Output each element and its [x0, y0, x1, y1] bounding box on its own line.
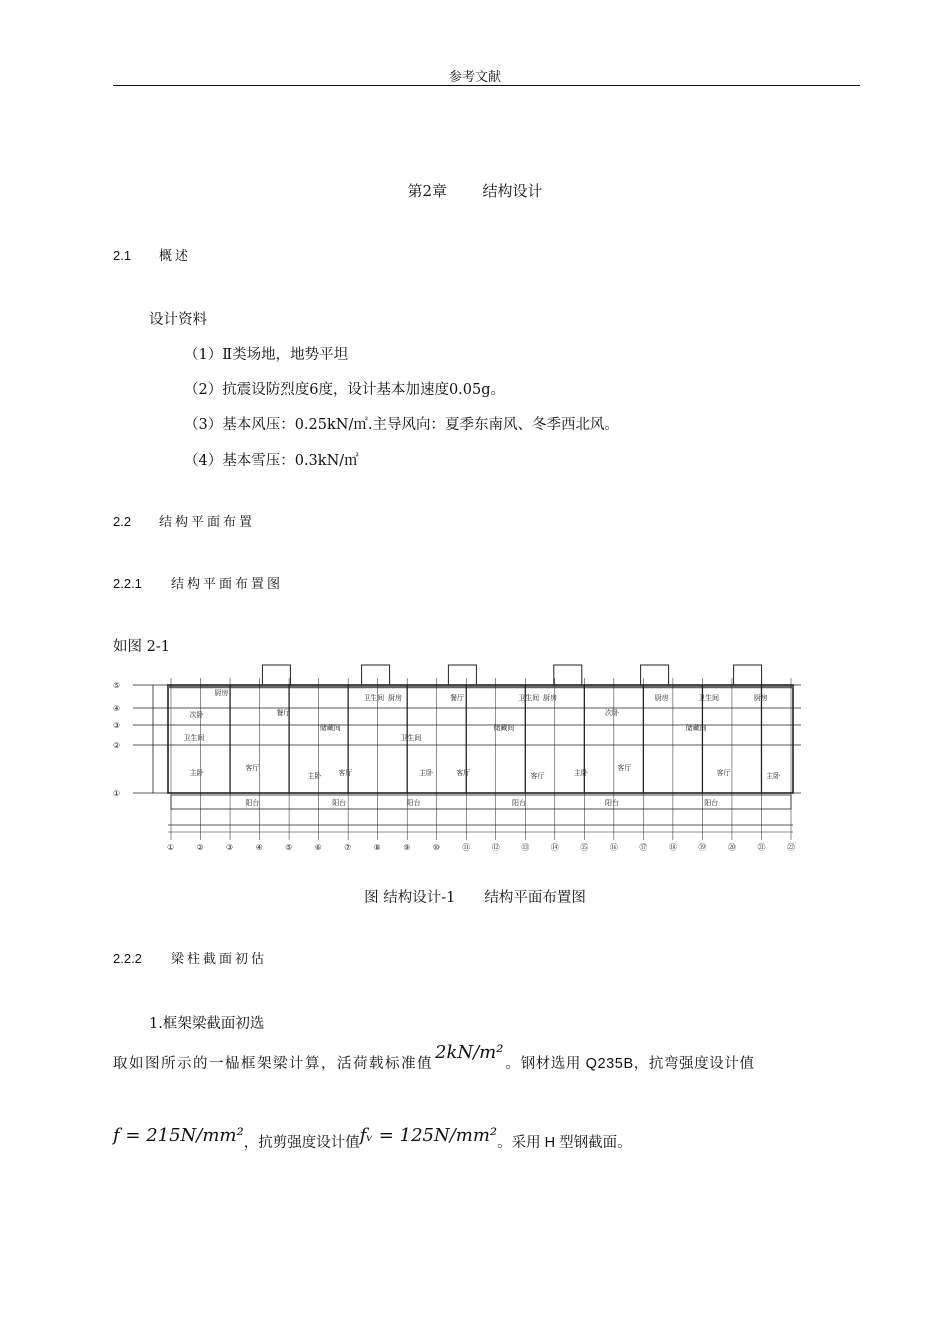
column-axis-label: ⑪ — [462, 843, 471, 852]
header-rule — [113, 85, 860, 86]
room-label: 厨房 — [654, 694, 669, 702]
beam-heading: 1.框架梁截面初选 — [149, 1016, 265, 1032]
row-axis-label: ② — [113, 741, 121, 750]
room-label: 储藏间 — [493, 724, 515, 732]
chapter-name: 结构设计 — [482, 182, 543, 200]
column-axis-label: ③ — [226, 843, 234, 852]
text-run: ，抗剪强度设计值 — [243, 1135, 360, 1151]
column-axis-label: ⑩ — [432, 843, 440, 852]
text-run: 取如图所示的一榀框架梁计算，活荷载标准值 — [113, 1056, 433, 1072]
figure-reference: 如图 2-1 — [113, 639, 170, 655]
stair-well — [734, 665, 762, 685]
balcony-label: 阳台 — [406, 799, 421, 807]
room-label: 次卧 — [605, 709, 619, 717]
stair-well — [448, 665, 476, 685]
room-label: 厨房 — [214, 689, 229, 697]
text-run: 。钢材选用 Q235B，抗弯强度设计值 — [505, 1056, 755, 1072]
column-axis-label: ⑳ — [727, 843, 736, 852]
column-axis-label: ⑥ — [314, 843, 322, 852]
load-formula: 2kN/m² — [435, 1042, 504, 1063]
column-axis-label: ⑨ — [403, 843, 411, 852]
balcony-label: 阳台 — [704, 799, 719, 807]
column-axis-label: ② — [196, 843, 204, 852]
balcony-label: 阳台 — [605, 799, 619, 807]
balcony-label: 阳台 — [512, 799, 526, 807]
room-label: 客厅 — [245, 764, 260, 772]
column-axis-label: ⑲ — [698, 843, 707, 852]
design-item: （4）基本雪压：0.3kN/㎡ — [184, 453, 359, 469]
room-label: 主卧 — [307, 772, 322, 780]
fv-formula: fᵥ = 125N/mm² — [359, 1125, 498, 1146]
design-data-heading: 设计资料 — [149, 312, 207, 328]
column-axis-label: ㉑ — [757, 843, 766, 852]
column-axis-label: ⑯ — [609, 843, 618, 852]
row-axis-label: ⑤ — [113, 681, 121, 690]
room-label: 卫生间 — [698, 694, 719, 702]
beam-paragraph-2 — [113, 1125, 632, 1152]
column-axis-label: ⑦ — [344, 843, 352, 852]
design-item: （3）基本风压：0.25kN/㎡.主导风向：夏季东南风、冬季西北风。 — [184, 417, 619, 433]
column-axis-label: ⑭ — [550, 843, 559, 852]
chapter-title — [0, 180, 950, 201]
column-axis-label: ⑫ — [491, 843, 500, 852]
section-2-2-2-heading — [113, 948, 267, 967]
row-axis-label: ① — [113, 789, 121, 798]
column-axis-label: ㉒ — [787, 843, 795, 852]
section-title: 梁柱截面初估 — [171, 952, 268, 967]
column-axis-label: ⑧ — [373, 843, 381, 852]
room-label: 主卧 — [766, 772, 781, 780]
room-label: 储藏间 — [685, 724, 707, 732]
room-label: 储藏间 — [319, 724, 341, 732]
room-label: 卫生间 — [363, 694, 385, 702]
section-2-2-1-heading — [113, 573, 283, 592]
room-label: 客厅 — [456, 769, 471, 777]
section-number: 2.2.2 — [113, 951, 142, 966]
section-2-1-heading — [113, 245, 191, 264]
room-label: 卫生间 — [183, 734, 205, 742]
room-label: 厨房 — [753, 694, 768, 702]
design-item: （1）Ⅱ类场地，地势平坦 — [184, 347, 349, 363]
floor-plan-figure — [113, 660, 803, 855]
room-label: 卫生间 — [400, 734, 422, 742]
balcony-label: 阳台 — [332, 799, 347, 807]
design-item: （2）抗震设防烈度6度，设计基本加速度0.05g。 — [184, 382, 506, 398]
room-label: 厨房 — [543, 694, 557, 702]
column-axis-label: ⑮ — [580, 843, 589, 852]
beam-paragraph-1 — [113, 1042, 755, 1073]
stair-well — [641, 665, 669, 685]
section-title: 概述 — [159, 249, 192, 264]
column-axis-label: ⑰ — [639, 843, 648, 852]
column-axis-label: ① — [167, 843, 175, 852]
room-label: 主卧 — [419, 769, 433, 777]
section-title: 结构平面布置 — [159, 515, 256, 530]
f-formula: f = 215N/mm² — [113, 1125, 244, 1146]
stair-well — [362, 665, 390, 685]
section-number: 2.2 — [113, 514, 132, 529]
stair-well — [554, 665, 582, 685]
column-axis-label: ④ — [255, 843, 263, 852]
column-axis-label: ⑱ — [668, 843, 677, 852]
room-label: 餐厅 — [276, 709, 291, 717]
room-label: 主卧 — [574, 769, 588, 777]
figure-caption: 图 结构设计-1 结构平面布置图 — [364, 890, 586, 906]
room-label: 厨房 — [388, 694, 402, 702]
column-axis-label: ⑤ — [285, 843, 293, 852]
balcony-strip — [171, 795, 791, 809]
room-label: 次卧 — [189, 711, 204, 719]
room-label: 客厅 — [338, 769, 353, 777]
balcony-label: 阳台 — [245, 799, 260, 807]
row-axis-label: ④ — [113, 704, 121, 713]
row-axis-label: ③ — [113, 721, 121, 730]
stair-well — [262, 665, 290, 685]
section-number: 2.2.1 — [113, 576, 142, 591]
section-number: 2.1 — [113, 248, 132, 263]
text-run: 。采用 H 型钢截面。 — [497, 1135, 632, 1151]
column-axis-label: ⑬ — [521, 843, 530, 852]
chapter-number: 第2章 — [407, 182, 447, 200]
room-label: 客厅 — [617, 764, 632, 772]
section-title: 结构平面布置图 — [171, 577, 284, 592]
room-label: 卫生间 — [518, 694, 540, 702]
room-label: 餐厅 — [450, 694, 464, 702]
running-header: 参考文献 — [448, 70, 501, 85]
room-label: 客厅 — [530, 772, 545, 780]
room-label: 客厅 — [716, 769, 731, 777]
room-label: 主卧 — [189, 769, 204, 777]
section-2-2-heading — [113, 511, 255, 530]
